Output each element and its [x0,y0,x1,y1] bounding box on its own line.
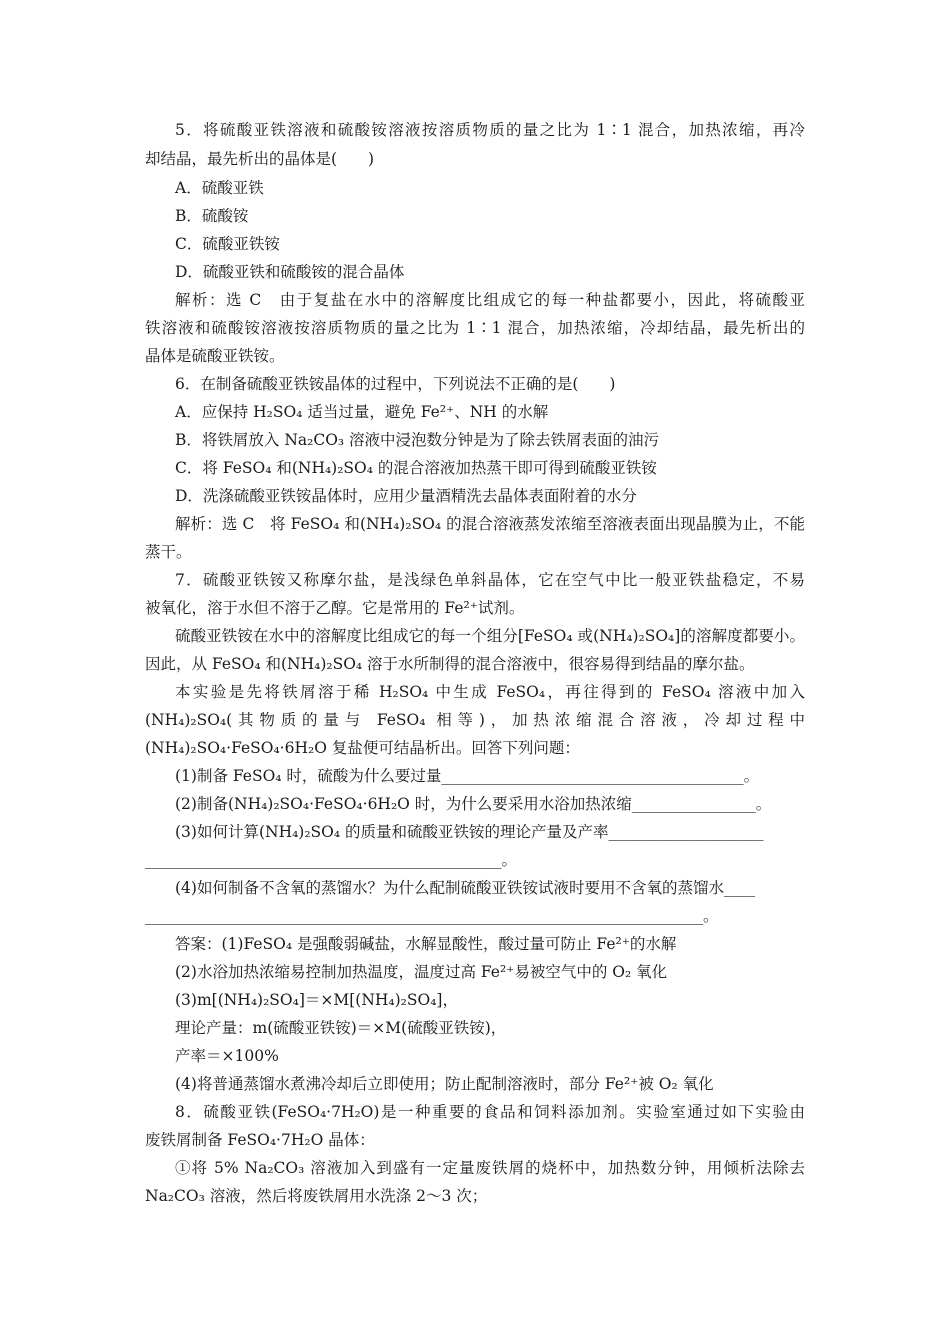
q6-option-b: B．将铁屑放入 Na₂CO₃ 溶液中浸泡数分钟是为了除去铁屑表面的油污 [175,431,660,449]
q6-stem: 6．在制备硫酸亚铁铵晶体的过程中，下列说法不正确的是( ) [175,375,616,393]
q7-subquestion-3-line1: (3)如何计算(NH₄)₂SO₄ 的质量和硫酸亚铁铵的理论产量及产率____________________ [175,823,764,841]
q6-analysis-line2: 蒸干。 [145,543,192,561]
q5-analysis-line3: 晶体是硫酸亚铁铵。 [145,347,285,365]
q7-answer-line5: 产率＝×100% [175,1047,279,1065]
q7-answer-line4: 理论产量：m(硫酸亚铁铵)＝×M(硫酸亚铁铵)， [175,1019,507,1037]
q8-step1-line1: ①将 5% Na₂CO₃ 溶液加入到盛有一定量废铁屑的烧杯中，加热数分钟，用倾析法除去 [175,1159,805,1177]
q5-option-c: C．硫酸亚铁铵 [175,235,280,253]
q6-option-c: C．将 FeSO₄ 和(NH₄)₂SO₄ 的混合溶液加热蒸干即可得到硫酸亚铁铵 [175,459,657,477]
q6-analysis-line1: 解析：选 C 将 FeSO₄ 和(NH₄)₂SO₄ 的混合溶液蒸发浓缩至溶液表面出现晶膜为止，不能 [175,515,805,533]
q6-option-d: D．洗涤硫酸亚铁铵晶体时，应用少量酒精洗去晶体表面附着的水分 [175,487,637,505]
q8-stem-line1: 8．硫酸亚铁(FeSO₄·7H₂O)是一种重要的食品和饲料添加剂。实验室通过如下实验由 [175,1103,805,1121]
q5-option-b: B．硫酸铵 [175,207,249,225]
q7-subquestion-3-line2: ______________________________________________。 [145,851,518,869]
q7-para3-line2: (NH₄)₂SO₄(其物质的量与 FeSO₄ 相等)，加热浓缩混合溶液，冷却过程中 [145,711,805,729]
q7-answer-line3: (3)m[(NH₄)₂SO₄]＝×M[(NH₄)₂SO₄]， [175,991,458,1009]
q8-stem-line2: 废铁屑制备 FeSO₄·7H₂O 晶体： [145,1131,375,1149]
q7-answer-line1: 答案：(1)FeSO₄ 是强酸弱碱盐，水解显酸性，酸过量可防止 Fe²⁺的水解 [175,935,677,953]
q6-option-a: A．应保持 H₂SO₄ 适当过量，避免 Fe²⁺、NH 的水解 [175,403,549,421]
q7-para1-line1: 7．硫酸亚铁铵又称摩尔盐，是浅绿色单斜晶体，它在空气中比一般亚铁盐稳定，不易 [175,571,805,589]
q7-para3-line3: (NH₄)₂SO₄·FeSO₄·6H₂O 复盐便可结晶析出。回答下列问题： [145,739,580,757]
q7-para1-line2: 被氧化，溶于水但不溶于乙醇。它是常用的 Fe²⁺试剂。 [145,599,525,617]
q7-answer-line6: (4)将普通蒸馏水煮沸冷却后立即使用；防止配制溶液时，部分 Fe²⁺被 O₂ 氧化 [175,1075,714,1093]
q5-option-a: A．硫酸亚铁 [175,179,264,197]
q7-para2-line2: 因此，从 FeSO₄ 和(NH₄)₂SO₄ 溶于水所制得的混合溶液中，很容易得到结晶的摩尔盐。 [145,655,755,673]
q7-subquestion-4-line2: ________________________________________________________________________。 [145,907,719,925]
q7-para2-line1: 硫酸亚铁铵在水中的溶解度比组成它的每一个组分[FeSO₄ 或(NH₄)₂SO₄]的溶解度都要小。 [175,627,805,645]
q7-subquestion-1: (1)制备 FeSO₄ 时，硫酸为什么要过量_______________________________________。 [175,767,760,785]
q7-para3-line1: 本实验是先将铁屑溶于稀 H₂SO₄ 中生成 FeSO₄，再往得到的 FeSO₄ 溶液中加入 [175,683,805,701]
q7-subquestion-4-line1: (4)如何制备不含氧的蒸馏水？为什么配制硫酸亚铁铵试液时要用不含氧的蒸馏水____ [175,879,755,897]
q7-subquestion-2: (2)制备(NH₄)₂SO₄·FeSO₄·6H₂O 时，为什么要采用水浴加热浓缩________________。 [175,795,772,813]
q5-stem-line1: 5．将硫酸亚铁溶液和硫酸铵溶液按溶质物质的量之比为 1∶1 混合，加热浓缩，再冷 [175,121,805,139]
q5-stem-line2: 却结晶，最先析出的晶体是( ) [145,150,375,168]
q5-analysis-line1: 解析：选 C 由于复盐在水中的溶解度比组成它的每一种盐都要小，因此，将硫酸亚 [175,291,805,309]
q5-analysis-line2: 铁溶液和硫酸铵溶液按溶质物质的量之比为 1∶1 混合，加热浓缩，冷却结晶，最先析出的 [145,319,805,337]
q5-option-d: D．硫酸亚铁和硫酸铵的混合晶体 [175,263,405,281]
q7-answer-line2: (2)水浴加热浓缩易控制加热温度，温度过高 Fe²⁺易被空气中的 O₂ 氧化 [175,963,668,981]
q8-step1-line2: Na₂CO₃ 溶液，然后将废铁屑用水洗涤 2～3 次； [145,1187,488,1205]
